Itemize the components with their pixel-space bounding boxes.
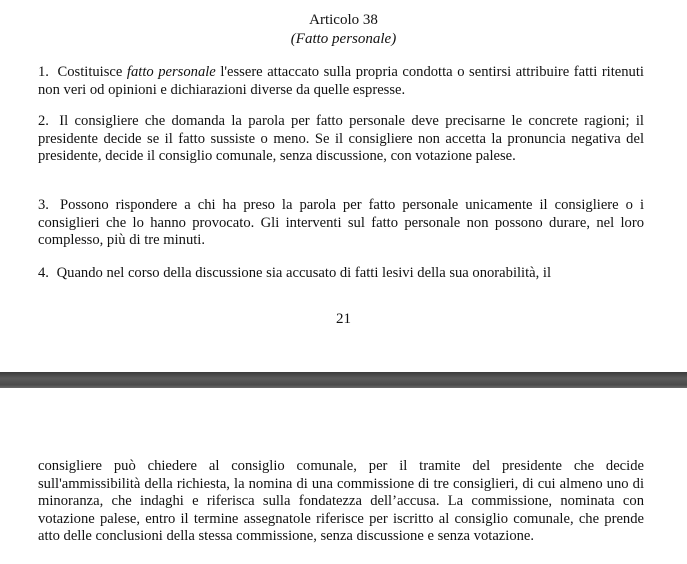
article-title: Articolo 38 xyxy=(309,12,378,28)
article-subtitle: (Fatto personale) xyxy=(290,31,397,47)
paragraph-number: 1. xyxy=(38,64,49,80)
page-separator xyxy=(0,372,687,388)
paragraph-2 xyxy=(38,113,644,166)
paragraph-text: Il consigliere che domanda la parola per fatto personale deve precisarne le concrete ragioni; il presidente decide se il fatto sussiste o meno. Se il consigliere non accetta la pronuncia negativa del presidente, decide il consiglio comunale, senza discussione, con votazione palese. xyxy=(38,113,644,165)
paragraph-number: 3. xyxy=(38,197,49,213)
paragraph-text: Possono rispondere a chi ha preso la parola per fatto personale unicamente il consigliere o i consiglieri che lo hanno provocato. Gli interventi sul fatto personale non possono durare, nel loro complesso, più di tre minuti. xyxy=(38,197,644,249)
paragraph-number: 2. xyxy=(38,113,49,129)
paragraph-number: 4. xyxy=(38,265,49,281)
paragraph-4-continuation: consigliere può chiedere al consiglio comunale, per il tramite del presidente che decide sull'ammissibilità della richiesta, la nomina di una commissione di tre consiglieri, di cui almeno uno di minoranza, che indaghi e riferisca sulla fondatezza dell’accusa. La commissione, nominata con votazione palese, entro il termine assegnatole riferisce per iscritto al consiglio comunale, che prende atto delle conclusioni della stessa commissione, senza discussione e senza votazione. xyxy=(38,458,644,545)
paragraph-4 xyxy=(38,265,644,283)
paragraph-text: Costituisce xyxy=(57,64,123,80)
article-heading xyxy=(0,11,687,49)
paragraph-3 xyxy=(38,197,644,250)
page-number: 21 xyxy=(336,311,351,327)
emphasized-term: fatto personale xyxy=(126,64,216,80)
paragraph-1 xyxy=(38,64,644,99)
paragraph-text: Quando nel corso della discussione sia accusato di fatti lesivi della sua onorabilità, il xyxy=(56,265,552,281)
paragraph-text: l'essere attaccato sulla propria condotta o sentirsi attribuire fatti ritenuti non veri od opinioni e dichiarazioni diverse da quelle espresse. xyxy=(38,64,644,98)
